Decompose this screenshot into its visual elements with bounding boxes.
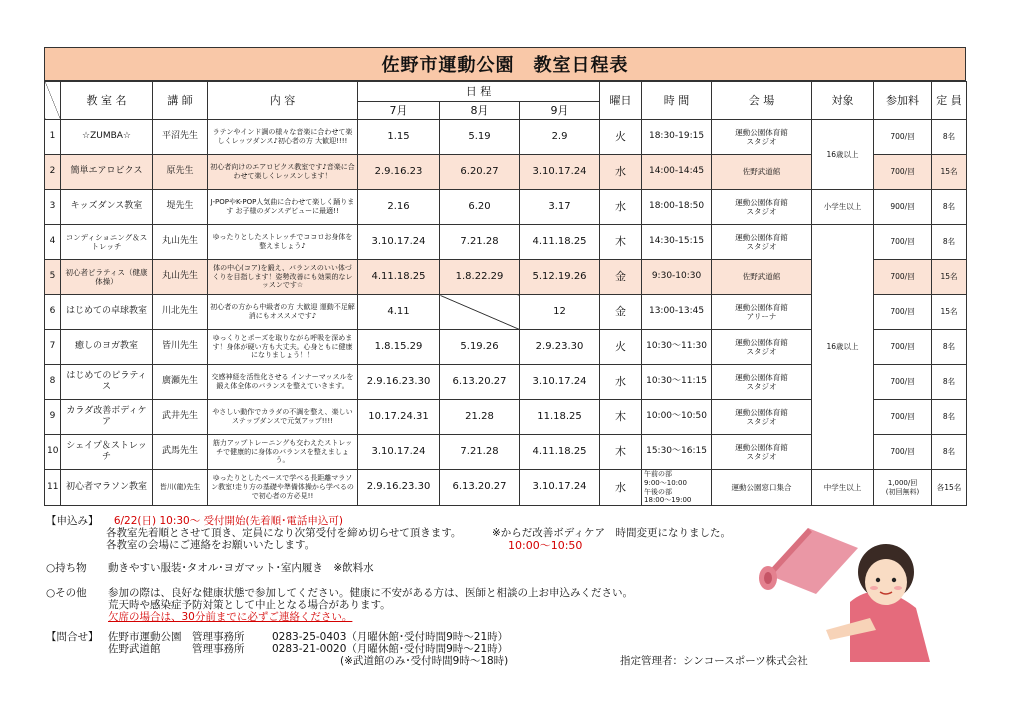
date-september: 4.11.18.25 <box>520 435 600 470</box>
table-row <box>45 470 967 506</box>
date-july: 4.11.18.25 <box>358 260 440 295</box>
target-group: 16歳以上 <box>812 225 874 470</box>
capacity: 15名 <box>932 260 967 295</box>
day-of-week: 金 <box>600 260 642 295</box>
fee: 700/回 <box>874 295 932 330</box>
capacity: 各15名 <box>932 470 967 506</box>
fee: 700/回 <box>874 225 932 260</box>
date-august: 7.21.28 <box>440 435 520 470</box>
target-group: 小学生以上 <box>812 190 874 225</box>
date-august: 7.21.28 <box>440 225 520 260</box>
date-july: 3.10.17.24 <box>358 435 440 470</box>
class-time: 14:00-14:45 <box>642 155 712 190</box>
venue-name: 運動公園体育館 スタジオ <box>712 225 812 260</box>
date-july: 3.10.17.24 <box>358 225 440 260</box>
date-july: 2.9.16.23 <box>358 155 440 190</box>
apply-status: 受付開始(先着順･電話申込可) <box>203 515 344 527</box>
contact-line-2-tel: 0283-21-0020（月曜休館･受付時間9時～21時） <box>272 643 509 655</box>
capacity: 15名 <box>932 295 967 330</box>
row-number: 8 <box>45 365 61 400</box>
instructor-name: 武井先生 <box>153 400 208 435</box>
header-fee: 参加料 <box>874 82 932 120</box>
instructor-name: 堤先生 <box>153 190 208 225</box>
date-august: 6.20.27 <box>440 155 520 190</box>
date-september: 4.11.18.25 <box>520 225 600 260</box>
date-july: 1.8.15.29 <box>358 330 440 365</box>
date-september: 3.10.17.24 <box>520 365 600 400</box>
day-of-week: 水 <box>600 470 642 506</box>
instructor-name: 平沼先生 <box>153 120 208 155</box>
date-august <box>440 295 520 330</box>
capacity: 8名 <box>932 190 967 225</box>
date-september: 3.10.17.24 <box>520 155 600 190</box>
target-group: 16歳以上 <box>812 120 874 190</box>
header-month-7: 7月 <box>358 102 440 120</box>
apply-notice-time: 10:00～10:50 <box>508 539 583 552</box>
instructor-name: 廣瀬先生 <box>153 365 208 400</box>
class-name: キッズダンス教室 <box>61 190 153 225</box>
instructor-name: 原先生 <box>153 155 208 190</box>
header-content: 内 容 <box>208 82 358 120</box>
table-row <box>45 120 967 155</box>
class-description: 体の中心(コア)を鍛え、バランスのいい体づくりを目指します！姿勢改善にも効果的なレッスンです☆ <box>208 260 358 295</box>
instructor-name: 丸山先生 <box>153 260 208 295</box>
header-month-8: 8月 <box>440 102 520 120</box>
date-july: 4.11 <box>358 295 440 330</box>
date-september: 2.9 <box>520 120 600 155</box>
target-group: 中学生以上 <box>812 470 874 506</box>
apply-line-1: 各教室先着順とさせて頂き、定員になり次第受付を締め切らせて頂きます。 <box>106 527 462 539</box>
day-of-week: 木 <box>600 400 642 435</box>
capacity: 8名 <box>932 120 967 155</box>
class-name: 初心者マラソン教室 <box>61 470 153 506</box>
other-line-1: 参加の際は、良好な健康状態で参加してください。健康に不安がある方は、医師と相談の上お申込みください。 <box>108 587 633 599</box>
date-july: 2.9.16.23.30 <box>358 365 440 400</box>
class-name: はじめてのピラティス <box>61 365 153 400</box>
date-july: 2.9.16.23.30 <box>358 470 440 506</box>
class-description: 初心者向けのエアロビクス教室です♪音楽に合わせて楽しくレッスンします！ <box>208 155 358 190</box>
header-dow: 曜日 <box>600 82 642 120</box>
date-august: 6.13.20.27 <box>440 470 520 506</box>
contact-line-1-tel: 0283-25-0403（月曜休館･受付時間9時～21時） <box>272 631 509 643</box>
page-title: 佐野市運動公園 教室日程表 <box>44 47 966 81</box>
class-time: 10:30～11:15 <box>642 365 712 400</box>
instructor-name: 武馬先生 <box>153 435 208 470</box>
venue-name: 佐野武道館 <box>712 260 812 295</box>
date-august: 6.20 <box>440 190 520 225</box>
instructor-name: 川北先生 <box>153 295 208 330</box>
venue-name: 運動公園体育館 スタジオ <box>712 435 812 470</box>
fee: 1,000/回 (初回無料) <box>874 470 932 506</box>
other-line-2: 荒天時や感染症予防対策として中止となる場合があります。 <box>108 599 391 611</box>
row-number: 1 <box>45 120 61 155</box>
fee: 700/回 <box>874 435 932 470</box>
other-line-3: 欠席の場合は、30分前までに必ずご連絡ください。 <box>108 611 353 623</box>
class-time: 9:30-10:30 <box>642 260 712 295</box>
schedule-table <box>44 81 967 506</box>
day-of-week: 水 <box>600 365 642 400</box>
venue-name: 運動公園体育館 スタジオ <box>712 330 812 365</box>
date-september: 3.17 <box>520 190 600 225</box>
row-number: 9 <box>45 400 61 435</box>
header-month-9: 9月 <box>520 102 600 120</box>
capacity: 8名 <box>932 435 967 470</box>
date-july: 10.17.24.31 <box>358 400 440 435</box>
class-time: 18:30-19:15 <box>642 120 712 155</box>
fee: 700/回 <box>874 330 932 365</box>
class-description: ラテンやインド調の様々な音楽に合わせて楽しくレッツダンス♪初心者の方 大歓迎!!!! <box>208 120 358 155</box>
date-july: 1.15 <box>358 120 440 155</box>
date-september: 5.12.19.26 <box>520 260 600 295</box>
instructor-name: 丸山先生 <box>153 225 208 260</box>
row-number: 4 <box>45 225 61 260</box>
class-name: 癒しのヨガ教室 <box>61 330 153 365</box>
class-time: 18:00-18:50 <box>642 190 712 225</box>
header-capacity: 定 員 <box>932 82 967 120</box>
date-september: 12 <box>520 295 600 330</box>
table-row <box>45 225 967 260</box>
class-description: ゆったりとしたペースで学べる長距離マラソン教室!走り方の基礎や準備体操から学べるので初心者の方必見!! <box>208 470 358 506</box>
day-of-week: 火 <box>600 330 642 365</box>
venue-name: 佐野武道館 <box>712 155 812 190</box>
contact-label: 【問合せ】 <box>46 631 99 643</box>
class-time: 10:00～10:50 <box>642 400 712 435</box>
belongings-text: 動きやすい服装･タオル･ヨガマット･室内履き ※飲料水 <box>108 562 374 574</box>
fee: 700/回 <box>874 260 932 295</box>
header-venue: 会 場 <box>712 82 812 120</box>
contact-line-3: (※武道館のみ･受付時間9時～18時) <box>340 655 509 667</box>
class-description: やさしい動作でカラダの不調を整え、楽しいステップダンスで元気アップ!!!! <box>208 400 358 435</box>
class-time: 15:30～16:15 <box>642 435 712 470</box>
other-label: ○その他 <box>46 587 87 599</box>
date-september: 2.9.23.30 <box>520 330 600 365</box>
header-schedule: 日 程 <box>358 82 600 102</box>
date-september: 11.18.25 <box>520 400 600 435</box>
fee: 900/回 <box>874 190 932 225</box>
class-description: J-POPやK-POP人気曲に合わせて楽しく踊ります お子様のダンスデビューに最適!! <box>208 190 358 225</box>
date-august: 1.8.22.29 <box>440 260 520 295</box>
capacity: 8名 <box>932 400 967 435</box>
capacity: 8名 <box>932 330 967 365</box>
day-of-week: 金 <box>600 295 642 330</box>
header-instructor: 講 師 <box>153 82 208 120</box>
row-number: 2 <box>45 155 61 190</box>
class-time: 13:00-13:45 <box>642 295 712 330</box>
class-time: 午前の部 9:00～10:00 午後の部 18:00～19:00 <box>642 470 712 506</box>
instructor-name: 皆川(龍)先生 <box>153 470 208 506</box>
header-target: 対象 <box>812 82 874 120</box>
venue-name: 運動公園体育館 スタジオ <box>712 190 812 225</box>
belongings-label: ○持ち物 <box>46 562 87 574</box>
day-of-week: 木 <box>600 225 642 260</box>
capacity: 8名 <box>932 225 967 260</box>
capacity: 8名 <box>932 365 967 400</box>
row-number: 6 <box>45 295 61 330</box>
apply-notice: ※からだ改善ボディケア 時間変更になりました。 <box>492 527 731 539</box>
class-name: シェイプ＆ストレッチ <box>61 435 153 470</box>
corner-cell <box>45 82 61 120</box>
apply-label: 【申込み】 <box>46 515 99 527</box>
fee: 700/回 <box>874 120 932 155</box>
date-august: 5.19 <box>440 120 520 155</box>
class-name: カラダ改善ボディケア <box>61 400 153 435</box>
class-description: 筋力アップトレーニングも交わえたストレッチで健康的に身体のバランスを整えましょう。 <box>208 435 358 470</box>
class-description: ゆったりとしたストレッチでココロお身体を整えましょう♪ <box>208 225 358 260</box>
date-august: 21.28 <box>440 400 520 435</box>
venue-name: 運動公園体育館 アリーナ <box>712 295 812 330</box>
class-name: 簡単エアロビクス <box>61 155 153 190</box>
apply-date: 6/22(日) 10:30～ <box>113 515 201 527</box>
class-description: ゆっくりとポーズを取りながら呼吸を深めます！身体が硬い方も大丈夫。心身ともに健康になりましょう！！ <box>208 330 358 365</box>
header-time: 時 間 <box>642 82 712 120</box>
fee: 700/回 <box>874 400 932 435</box>
header-name: 教 室 名 <box>61 82 153 120</box>
class-time: 14:30-15:15 <box>642 225 712 260</box>
class-name: 初心者ピラティス（健康体操） <box>61 260 153 295</box>
class-description: 交感神経を活性化させる インナーマッスルを鍛え体全体のバランスを整えていきます。 <box>208 365 358 400</box>
day-of-week: 木 <box>600 435 642 470</box>
manager-name: 指定管理者：シンコースポーツ株式会社 <box>620 655 808 667</box>
class-description: 初心者の方から中級者の方 大歓迎 運動不足解消にもオススメです♪ <box>208 295 358 330</box>
day-of-week: 水 <box>600 190 642 225</box>
date-july: 2.16 <box>358 190 440 225</box>
day-of-week: 水 <box>600 155 642 190</box>
row-number: 10 <box>45 435 61 470</box>
instructor-name: 皆川先生 <box>153 330 208 365</box>
class-time: 10:30～11:30 <box>642 330 712 365</box>
venue-name: 運動公園体育館 スタジオ <box>712 120 812 155</box>
apply-line-2: 各教室の会場にご連絡をお願いいたします。 <box>106 539 316 551</box>
row-number: 11 <box>45 470 61 506</box>
class-name: ☆ZUMBA☆ <box>61 120 153 155</box>
contact-line-2-name: 佐野武道館 管理事務所 <box>108 643 245 655</box>
stretching-girl-illustration <box>820 538 940 662</box>
date-september: 3.10.17.24 <box>520 470 600 506</box>
contact-line-1-name: 佐野市運動公園 管理事務所 <box>108 631 245 643</box>
date-august: 6.13.20.27 <box>440 365 520 400</box>
capacity: 15名 <box>932 155 967 190</box>
fee: 700/回 <box>874 155 932 190</box>
class-name: コンディショニング＆ストレッチ <box>61 225 153 260</box>
row-number: 5 <box>45 260 61 295</box>
venue-name: 運動公園体育館 スタジオ <box>712 365 812 400</box>
class-name: はじめての卓球教室 <box>61 295 153 330</box>
date-august: 5.19.26 <box>440 330 520 365</box>
day-of-week: 火 <box>600 120 642 155</box>
row-number: 7 <box>45 330 61 365</box>
fee: 700/回 <box>874 365 932 400</box>
row-number: 3 <box>45 190 61 225</box>
table-row <box>45 190 967 225</box>
venue-name: 運動公園窓口集合 <box>712 470 812 506</box>
venue-name: 運動公園体育館 スタジオ <box>712 400 812 435</box>
